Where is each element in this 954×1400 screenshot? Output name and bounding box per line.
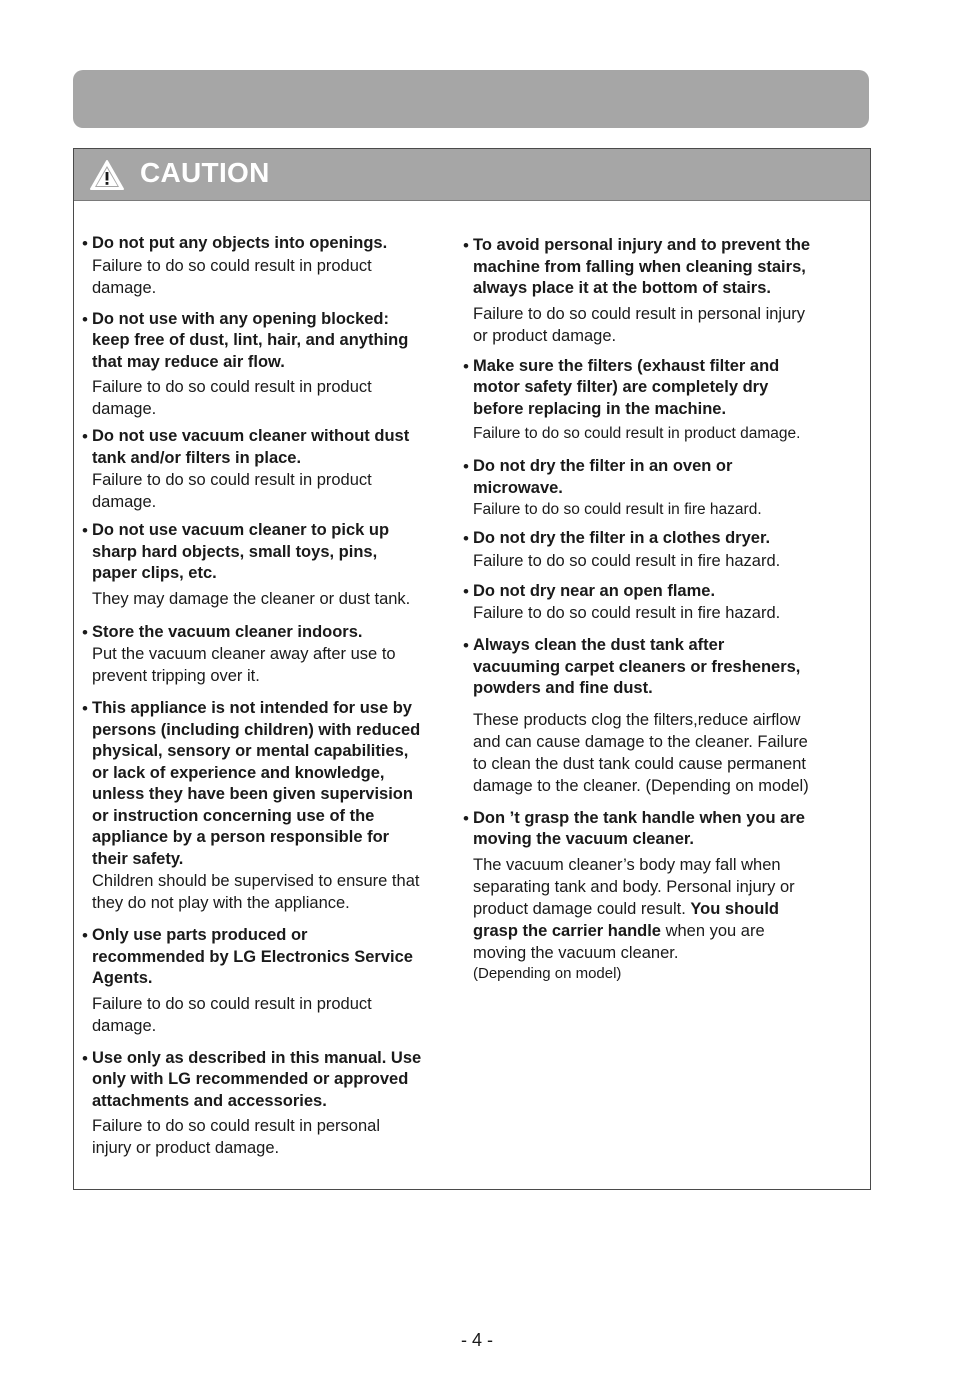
- bullet-icon: •: [82, 1048, 88, 1068]
- item-heading: Do not dry near an open flame.: [473, 581, 716, 600]
- right-column: [463, 235, 815, 984]
- item-heading: Don ’t grasp the tank handle when you are moving the vacuum cleaner.: [473, 808, 805, 848]
- item-body: Failure to do so could result in product damage.: [92, 256, 372, 297]
- bullet-icon: •: [463, 808, 469, 828]
- caution-item: [82, 426, 422, 513]
- item-body: They may damage the cleaner or dust tank.: [92, 589, 411, 608]
- item-body: Failure to do so could result in fire hazard.: [473, 551, 781, 570]
- caution-item: [82, 622, 422, 688]
- item-heading: Do not dry the filter in a clothes dryer.: [473, 529, 771, 547]
- caution-item: [463, 356, 815, 446]
- item-body: Failure to do so could result in product damage.: [92, 994, 372, 1035]
- item-body: Failure to do so could result in product damage.: [92, 378, 372, 418]
- bullet-icon: •: [463, 636, 469, 655]
- bullet-icon: •: [82, 622, 88, 642]
- bullet-icon: •: [463, 529, 469, 548]
- page-number: - 4 -: [460, 1330, 493, 1350]
- item-body: Failure to do so could result in personal injury or product damage.: [92, 1117, 380, 1157]
- item-body: These products clog the filters,reduce airflow and can cause damage to the cleaner. Failure to clean the dust tank could cause permanent damage to the cleaner. (Depending on model): [473, 710, 809, 795]
- caution-box: [73, 148, 871, 1190]
- caution-item: [463, 808, 815, 984]
- caution-item: [463, 635, 815, 797]
- bullet-icon: •: [82, 427, 88, 446]
- item-body: Children should be supervised to ensure that they do not play with the appliance.: [92, 872, 420, 912]
- item-body-tail: when you are moving the vacuum cleaner.: [473, 921, 765, 962]
- bullet-icon: •: [82, 521, 88, 540]
- caution-item: [82, 1048, 422, 1160]
- item-heading: Do not dry the filter in an oven or microwave.: [473, 457, 733, 497]
- warning-triangle-icon: [89, 159, 125, 191]
- item-heading: Make sure the filters (exhaust filter and motor safety filter) are completely dry before replacing in the machine.: [473, 356, 780, 418]
- caution-item: [82, 233, 422, 299]
- item-body: Failure to do so could result in fire hazard.: [473, 604, 781, 622]
- item-heading: Do not put any objects into openings.: [92, 234, 388, 252]
- caution-item: [82, 698, 422, 914]
- caution-item: [463, 581, 815, 625]
- item-body: Failure to do so could result in personal injury or product damage.: [473, 304, 806, 345]
- bullet-icon: •: [82, 926, 88, 945]
- item-body: Failure to do so could result in product damage.: [92, 471, 372, 511]
- caution-header: [74, 149, 870, 201]
- item-heading: Do not use vacuum cleaner without dust tank and/or filters in place.: [92, 427, 410, 467]
- caution-item: [82, 520, 422, 610]
- item-heading: Do not use vacuum cleaner to pick up sharp hard objects, small toys, pins, paper clips, etc.: [92, 521, 390, 582]
- item-heading: Only use parts produced or recommended by LG Electronics Service Agents.: [92, 926, 413, 987]
- item-heading: Always clean the dust tank after vacuuming carpet cleaners or fresheners, powders and fine dust.: [473, 636, 801, 697]
- caution-item: [463, 456, 815, 521]
- item-heading: This appliance is not intended for use by persons (including children) with reduced physical, sensory or mental capabilities, or lack of experience and knowledge, unless they have been given supervision or instruction concerning use of the appliance by a person responsible for their safety.: [92, 699, 421, 868]
- caution-title: CAUTION: [140, 157, 270, 188]
- section-header-bar: [73, 70, 869, 128]
- bullet-icon: •: [82, 699, 88, 718]
- left-column: [82, 233, 422, 1159]
- item-body-emphasis: You should grasp the carrier handle: [473, 899, 779, 940]
- item-note: (Depending on model): [473, 964, 622, 982]
- caution-item: [82, 309, 422, 421]
- item-heading: Store the vacuum cleaner indoors.: [92, 622, 363, 641]
- item-body: Failure to do so could result in fire hazard.: [473, 501, 762, 518]
- caution-item: [463, 235, 815, 347]
- item-heading: Do not use with any opening blocked: keep free of dust, lint, hair, and anything that may reduce air flow.: [92, 309, 409, 371]
- bullet-icon: •: [463, 356, 469, 376]
- caution-item: [82, 925, 422, 1037]
- bullet-icon: •: [82, 234, 88, 253]
- bullet-icon: •: [463, 457, 469, 476]
- item-body: Put the vacuum cleaner away after use to prevent tripping over it.: [92, 645, 396, 685]
- bullet-icon: •: [463, 581, 469, 601]
- caution-item: [463, 528, 815, 572]
- item-body-text: The vacuum cleaner’s body may fall when separating tank and body. Personal injury or product damage could result.: [473, 855, 795, 918]
- item-body: Failure to do so could result in product damage.: [473, 425, 801, 442]
- item-heading: To avoid personal injury and to prevent the machine from falling when cleaning stairs, always place it at the bottom of stairs.: [473, 236, 811, 297]
- item-heading: Use only as described in this manual. Use only with LG recommended or approved attachments and accessories.: [92, 1048, 422, 1110]
- item-body: [473, 854, 815, 964]
- bullet-icon: •: [463, 236, 469, 255]
- bullet-icon: •: [82, 309, 88, 329]
